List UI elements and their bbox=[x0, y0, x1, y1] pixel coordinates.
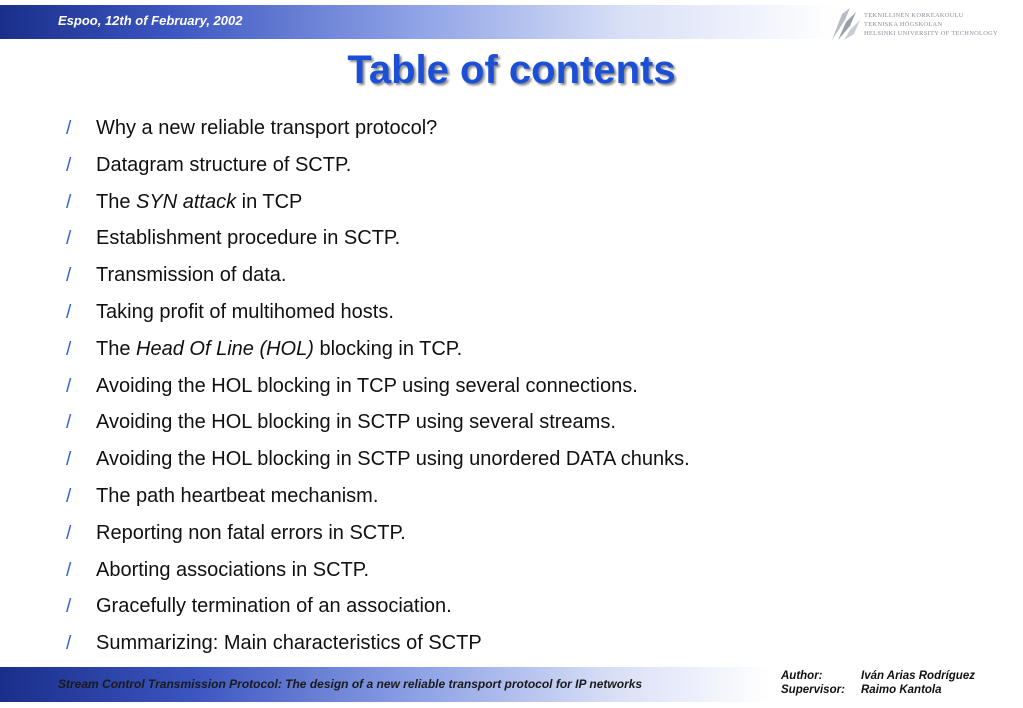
slash-bullet-icon: / bbox=[66, 633, 72, 655]
toc-item bbox=[66, 556, 690, 593]
toc-item-emphasis: Head Of Line (HOL) bbox=[136, 337, 314, 360]
toc-item bbox=[66, 151, 690, 188]
toc-item-text: Avoiding the HOL blocking in SCTP using several streams. bbox=[96, 411, 616, 434]
toc-item-text-after: in TCP bbox=[236, 190, 303, 213]
toc-item-text: Aborting associations in SCTP. bbox=[96, 558, 370, 581]
header-date: Espoo, 12th of February, 2002 bbox=[58, 13, 243, 28]
slash-bullet-icon: / bbox=[66, 449, 72, 471]
logo-line: TEKNILLINEN KORKEAKOULU bbox=[864, 12, 964, 19]
toc-item-text-after: blocking in TCP. bbox=[313, 337, 463, 360]
toc-item-text: The path heartbeat mechanism. bbox=[96, 484, 379, 507]
toc-item-text: Avoiding the HOL blocking in TCP using several connections. bbox=[96, 374, 638, 397]
slash-bullet-icon: / bbox=[66, 228, 72, 250]
toc-item bbox=[66, 592, 690, 629]
slash-bullet-icon: / bbox=[66, 338, 72, 360]
slash-bullet-icon: / bbox=[66, 485, 72, 507]
author-label: Author: bbox=[781, 670, 823, 682]
toc-item bbox=[66, 114, 690, 151]
author-row bbox=[781, 669, 975, 683]
toc-item bbox=[66, 408, 690, 445]
logo-line: TEKNISKA HÖGSKOLAN bbox=[864, 21, 943, 28]
toc-item bbox=[66, 482, 690, 519]
toc-item bbox=[66, 445, 690, 482]
credits bbox=[781, 669, 975, 697]
footer-title: Stream Control Transmission Protocol: The design of a new reliable transport protocol for IP networks bbox=[58, 677, 643, 691]
toc-item-text: Gracefully termination of an association. bbox=[96, 595, 452, 618]
toc-item-text: The bbox=[96, 337, 137, 360]
slash-bullet-icon: / bbox=[66, 118, 72, 139]
logo-line: HELSINKI UNIVERSITY OF TECHNOLOGY bbox=[864, 30, 998, 37]
slash-bullet-icon: / bbox=[66, 265, 72, 287]
slash-bullet-icon: / bbox=[66, 596, 72, 618]
toc-item bbox=[66, 298, 690, 335]
slash-bullet-icon: / bbox=[66, 375, 72, 397]
toc-item bbox=[66, 188, 690, 225]
author-name: Iván Arias Rodríguez bbox=[861, 670, 975, 682]
toc-item-text: Avoiding the HOL blocking in SCTP using unordered DATA chunks. bbox=[96, 448, 690, 471]
toc-item bbox=[66, 372, 690, 409]
toc-item-text: Reporting non fatal errors in SCTP. bbox=[96, 521, 406, 544]
slash-bullet-icon: / bbox=[66, 412, 72, 434]
slide-title: Table of contents bbox=[347, 48, 676, 92]
toc-item bbox=[66, 261, 690, 298]
toc-item-text: Taking profit of multihomed hosts. bbox=[96, 300, 394, 323]
supervisor-name: Raimo Kantola bbox=[861, 684, 942, 696]
toc-item-emphasis: SYN attack bbox=[136, 190, 237, 213]
toc-item bbox=[66, 519, 690, 556]
toc-item-text: Why a new reliable transport protocol? bbox=[96, 117, 438, 139]
toc-item-text: Transmission of data. bbox=[96, 264, 287, 287]
toc-item bbox=[66, 224, 690, 261]
supervisor-label: Supervisor: bbox=[781, 684, 845, 696]
toc-item-text: Establishment procedure in SCTP. bbox=[96, 227, 401, 250]
toc-item-text: Summarizing: Main characteristics of SCTP bbox=[96, 632, 482, 655]
table-of-contents bbox=[66, 114, 690, 666]
slash-bullet-icon: / bbox=[66, 301, 72, 323]
university-emblem-icon bbox=[828, 6, 862, 42]
toc-item bbox=[66, 629, 690, 666]
slash-bullet-icon: / bbox=[66, 522, 72, 544]
university-logo bbox=[828, 6, 1003, 42]
toc-item bbox=[66, 335, 690, 372]
slash-bullet-icon: / bbox=[66, 559, 72, 581]
slash-bullet-icon: / bbox=[66, 154, 72, 176]
toc-item-text: Datagram structure of SCTP. bbox=[96, 153, 352, 176]
toc-item-text: The bbox=[96, 190, 137, 213]
supervisor-row bbox=[781, 683, 975, 697]
logo-text bbox=[864, 11, 998, 38]
slash-bullet-icon: / bbox=[66, 191, 72, 213]
